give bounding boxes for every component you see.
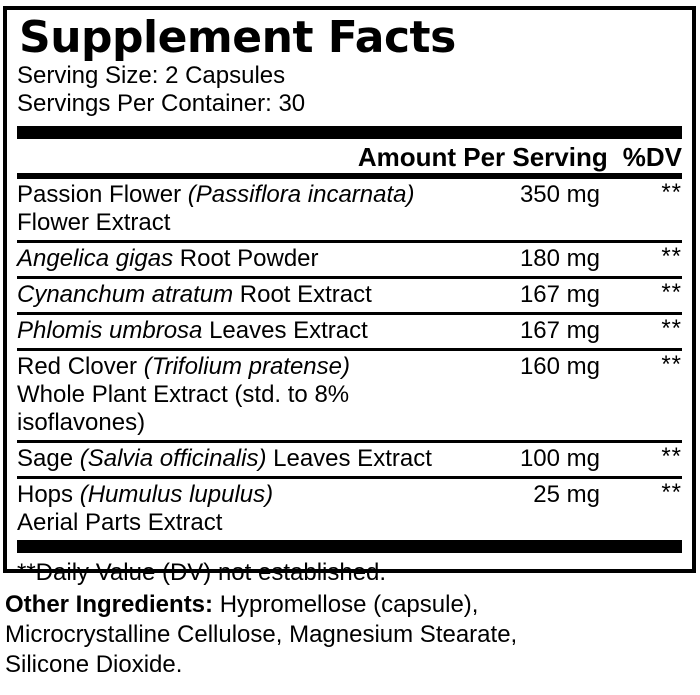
ingredient-name-line: Angelica gigas Root Powder xyxy=(17,245,319,272)
amount-value: 100 mg xyxy=(519,445,600,472)
ingredient-name-line: Cynanchum atratum Root Extract xyxy=(17,281,372,308)
dv-value: ** xyxy=(661,243,682,270)
ingredient-name xyxy=(17,317,477,345)
dv-value: ** xyxy=(661,443,682,470)
servings-per-container: Servings Per Container: 30 xyxy=(17,90,306,117)
serving-size: Serving Size: 2 Capsules xyxy=(17,62,286,89)
panel-title: Supplement Facts xyxy=(19,12,456,63)
ingredient-name-line: Aerial Parts Extract xyxy=(17,509,223,536)
ingredient-row xyxy=(17,315,682,351)
dv-footnote: **Daily Value (DV) not established. xyxy=(17,559,387,586)
ingredient-row xyxy=(17,179,682,243)
dv-value: ** xyxy=(661,351,682,378)
ingredient-name xyxy=(17,281,477,309)
column-header-row xyxy=(17,139,682,173)
amount-value: 350 mg xyxy=(519,181,600,208)
amount-value: 25 mg xyxy=(533,481,600,508)
dv-value: ** xyxy=(661,479,682,506)
other-ingredients xyxy=(5,590,517,680)
ingredient-name-line: Sage (Salvia officinalis) Leaves Extract xyxy=(17,445,432,472)
dv-value: ** xyxy=(661,279,682,306)
ingredient-row xyxy=(17,279,682,315)
ingredient-name xyxy=(17,481,477,537)
other-ingredients-line-3: Silicone Dioxide. xyxy=(5,651,183,678)
ingredient-row xyxy=(17,479,682,540)
ingredient-row xyxy=(17,243,682,279)
other-ingredients-line-1 xyxy=(5,590,517,620)
dv-value: ** xyxy=(661,315,682,342)
amount-value: 167 mg xyxy=(519,281,600,308)
ingredient-row xyxy=(17,443,682,479)
ingredient-name-line: Hops (Humulus lupulus) xyxy=(17,481,274,508)
supplement-facts-panel xyxy=(3,6,696,586)
ingredient-name-line: Flower Extract xyxy=(17,209,171,236)
ingredient-name-line: Passion Flower (Passiflora incarnata) xyxy=(17,181,415,208)
dv-header: %DV xyxy=(622,142,682,172)
amount-value: 167 mg xyxy=(519,317,600,344)
divider-thick-top xyxy=(17,126,682,139)
amount-value: 160 mg xyxy=(519,353,600,380)
ingredient-name xyxy=(17,181,477,237)
ingredient-name xyxy=(17,245,477,273)
ingredient-name xyxy=(17,353,477,437)
other-ingredients-label: Other Ingredients: xyxy=(5,591,214,618)
ingredient-name-line: Phlomis umbrosa Leaves Extract xyxy=(17,317,368,344)
amount-per-serving-header: Amount Per Serving xyxy=(357,142,608,172)
other-ingredients-text-1: Hypromellose (capsule), xyxy=(213,591,479,618)
divider-thick-bottom xyxy=(17,540,682,553)
ingredient-row xyxy=(17,351,682,443)
ingredient-name-line: Red Clover (Trifolium pratense) xyxy=(17,353,350,380)
amount-value: 180 mg xyxy=(519,245,600,272)
other-ingredients-line-2: Microcrystalline Cellulose, Magnesium Stearate, xyxy=(5,621,518,648)
ingredient-rows xyxy=(17,179,682,540)
dv-value: ** xyxy=(661,179,682,206)
ingredient-name-line: Whole Plant Extract (std. to 8% isoflavones) xyxy=(17,381,350,436)
ingredient-name xyxy=(17,445,477,473)
